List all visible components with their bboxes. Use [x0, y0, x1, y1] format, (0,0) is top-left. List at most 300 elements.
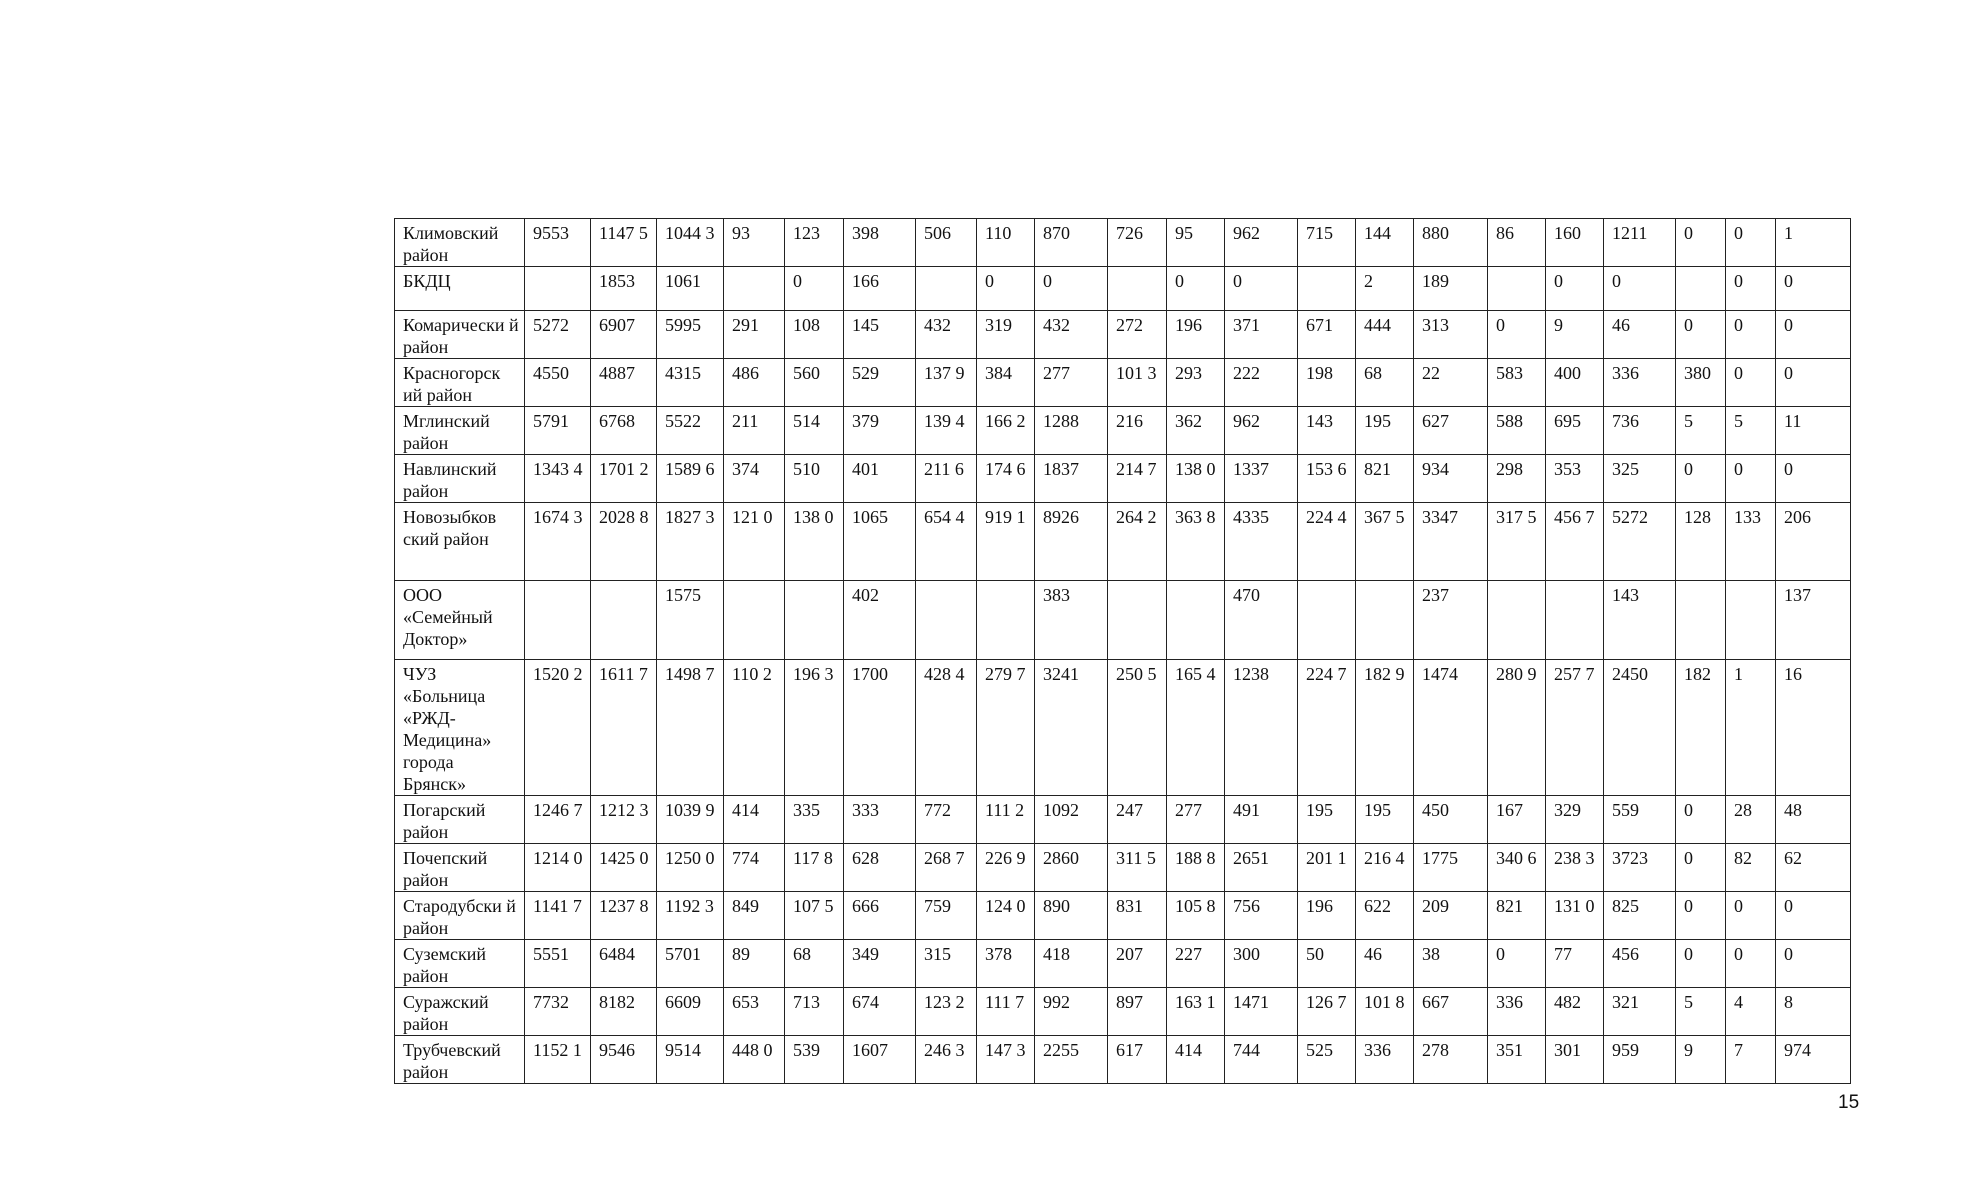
value-cell: 890: [1035, 892, 1108, 940]
value-cell: 250 5: [1108, 660, 1167, 796]
value-cell: 238 3: [1546, 844, 1604, 892]
value-cell: 6609: [657, 988, 724, 1036]
row-label-cell: Трубчевский район: [395, 1036, 525, 1084]
value-cell: 1498 7: [657, 660, 724, 796]
value-cell: 583: [1488, 359, 1546, 407]
row-label-cell: Погарский район: [395, 796, 525, 844]
value-cell: 456: [1604, 940, 1676, 988]
value-cell: 622: [1356, 892, 1414, 940]
value-cell: 46: [1604, 311, 1676, 359]
value-cell: 278: [1414, 1036, 1488, 1084]
value-cell: 1237 8: [591, 892, 657, 940]
value-cell: 0: [1676, 940, 1726, 988]
value-cell: 5522: [657, 407, 724, 455]
row-label-cell: ООО «Семейный Доктор»: [395, 581, 525, 660]
value-cell: 897: [1108, 988, 1167, 1036]
value-cell: 450: [1414, 796, 1488, 844]
value-cell: 713: [785, 988, 844, 1036]
value-cell: 279 7: [977, 660, 1035, 796]
value-cell: 182 9: [1356, 660, 1414, 796]
value-cell: 9546: [591, 1036, 657, 1084]
value-cell: 246 3: [916, 1036, 977, 1084]
value-cell: 0: [1776, 455, 1851, 503]
value-cell: 1065: [844, 503, 916, 581]
value-cell: 48: [1776, 796, 1851, 844]
value-cell: 934: [1414, 455, 1488, 503]
table-row: [395, 581, 1851, 660]
value-cell: 529: [844, 359, 916, 407]
value-cell: 5551: [525, 940, 591, 988]
value-cell: 0: [1776, 267, 1851, 311]
value-cell: [1108, 267, 1167, 311]
value-cell: 124 0: [977, 892, 1035, 940]
value-cell: 131 0: [1546, 892, 1604, 940]
value-cell: 5: [1676, 988, 1726, 1036]
value-cell: 1827 3: [657, 503, 724, 581]
value-cell: 9514: [657, 1036, 724, 1084]
value-cell: 4887: [591, 359, 657, 407]
value-cell: 2255: [1035, 1036, 1108, 1084]
value-cell: 1425 0: [591, 844, 657, 892]
value-cell: 121 0: [724, 503, 785, 581]
value-cell: 301: [1546, 1036, 1604, 1084]
value-cell: 7732: [525, 988, 591, 1036]
value-cell: 0: [1676, 796, 1726, 844]
value-cell: [525, 267, 591, 311]
value-cell: 216 4: [1356, 844, 1414, 892]
value-cell: 726: [1108, 219, 1167, 267]
value-cell: 5: [1676, 407, 1726, 455]
value-cell: 371: [1225, 311, 1298, 359]
value-cell: 5: [1726, 407, 1776, 455]
value-cell: 1471: [1225, 988, 1298, 1036]
value-cell: 1611 7: [591, 660, 657, 796]
value-cell: 123 2: [916, 988, 977, 1036]
value-cell: 137: [1776, 581, 1851, 660]
value-cell: 143: [1604, 581, 1676, 660]
table-row: [395, 267, 1851, 311]
value-cell: 418: [1035, 940, 1108, 988]
value-cell: 0: [977, 267, 1035, 311]
value-cell: 4335: [1225, 503, 1298, 581]
value-cell: 627: [1414, 407, 1488, 455]
value-cell: 870: [1035, 219, 1108, 267]
value-cell: 456 7: [1546, 503, 1604, 581]
value-cell: 206: [1776, 503, 1851, 581]
value-cell: 384: [977, 359, 1035, 407]
value-cell: 16: [1776, 660, 1851, 796]
value-cell: 277: [1035, 359, 1108, 407]
value-cell: 1211: [1604, 219, 1676, 267]
table-row: [395, 219, 1851, 267]
value-cell: 351: [1488, 1036, 1546, 1084]
value-cell: 992: [1035, 988, 1108, 1036]
value-cell: 0: [1726, 940, 1776, 988]
value-cell: 5701: [657, 940, 724, 988]
value-cell: 77: [1546, 940, 1604, 988]
value-cell: 8: [1776, 988, 1851, 1036]
value-cell: 919 1: [977, 503, 1035, 581]
value-cell: 1775: [1414, 844, 1488, 892]
value-cell: 0: [1488, 940, 1546, 988]
value-cell: 139 4: [916, 407, 977, 455]
value-cell: 1: [1776, 219, 1851, 267]
data-table: [394, 218, 1851, 1084]
value-cell: 1520 2: [525, 660, 591, 796]
value-cell: 774: [724, 844, 785, 892]
value-cell: 1192 3: [657, 892, 724, 940]
value-cell: 470: [1225, 581, 1298, 660]
value-cell: 1674 3: [525, 503, 591, 581]
value-cell: 0: [1726, 359, 1776, 407]
value-cell: 5272: [525, 311, 591, 359]
table-row: [395, 1036, 1851, 1084]
value-cell: 0: [1676, 219, 1726, 267]
value-cell: 137 9: [916, 359, 977, 407]
value-cell: 340 6: [1488, 844, 1546, 892]
value-cell: 1147 5: [591, 219, 657, 267]
value-cell: 325: [1604, 455, 1676, 503]
value-cell: 2450: [1604, 660, 1676, 796]
value-cell: 9: [1546, 311, 1604, 359]
value-cell: [1488, 267, 1546, 311]
value-cell: 0: [1726, 892, 1776, 940]
value-cell: 1337: [1225, 455, 1298, 503]
value-cell: [591, 581, 657, 660]
value-cell: 93: [724, 219, 785, 267]
value-cell: 8926: [1035, 503, 1108, 581]
value-cell: 0: [1776, 892, 1851, 940]
value-cell: 153 6: [1298, 455, 1356, 503]
value-cell: [1488, 581, 1546, 660]
value-cell: 264 2: [1108, 503, 1167, 581]
value-cell: 0: [785, 267, 844, 311]
value-cell: 825: [1604, 892, 1676, 940]
value-cell: 1092: [1035, 796, 1108, 844]
value-cell: 3347: [1414, 503, 1488, 581]
value-cell: 46: [1356, 940, 1414, 988]
value-cell: 189: [1414, 267, 1488, 311]
value-cell: [916, 267, 977, 311]
value-cell: 510: [785, 455, 844, 503]
value-cell: 214 7: [1108, 455, 1167, 503]
value-cell: 821: [1488, 892, 1546, 940]
value-cell: 379: [844, 407, 916, 455]
row-label-cell: Красногорск ий район: [395, 359, 525, 407]
value-cell: 362: [1167, 407, 1225, 455]
value-cell: 167: [1488, 796, 1546, 844]
value-cell: 138 0: [1167, 455, 1225, 503]
value-cell: 207: [1108, 940, 1167, 988]
table-row: [395, 844, 1851, 892]
value-cell: 216: [1108, 407, 1167, 455]
value-cell: 4: [1726, 988, 1776, 1036]
value-cell: 383: [1035, 581, 1108, 660]
value-cell: 1152 1: [525, 1036, 591, 1084]
value-cell: 107 5: [785, 892, 844, 940]
value-cell: 68: [785, 940, 844, 988]
value-cell: 1853: [591, 267, 657, 311]
value-cell: 0: [1604, 267, 1676, 311]
value-cell: 1837: [1035, 455, 1108, 503]
value-cell: 414: [1167, 1036, 1225, 1084]
table-row: [395, 359, 1851, 407]
value-cell: 224 7: [1298, 660, 1356, 796]
value-cell: 95: [1167, 219, 1225, 267]
value-cell: 2860: [1035, 844, 1108, 892]
value-cell: 772: [916, 796, 977, 844]
value-cell: 1701 2: [591, 455, 657, 503]
value-cell: 401: [844, 455, 916, 503]
value-cell: 1474: [1414, 660, 1488, 796]
data-table-container: [394, 218, 1851, 1084]
value-cell: 0: [1726, 219, 1776, 267]
value-cell: 298: [1488, 455, 1546, 503]
value-cell: 653: [724, 988, 785, 1036]
value-cell: 1589 6: [657, 455, 724, 503]
value-cell: [916, 581, 977, 660]
value-cell: 428 4: [916, 660, 977, 796]
value-cell: 2651: [1225, 844, 1298, 892]
row-label-cell: Новозыбков ский район: [395, 503, 525, 581]
value-cell: 311 5: [1108, 844, 1167, 892]
value-cell: 0: [1676, 311, 1726, 359]
value-cell: 0: [1035, 267, 1108, 311]
value-cell: 38: [1414, 940, 1488, 988]
value-cell: 2: [1356, 267, 1414, 311]
value-cell: [1726, 581, 1776, 660]
value-cell: 315: [916, 940, 977, 988]
value-cell: 0: [1776, 940, 1851, 988]
value-cell: 7: [1726, 1036, 1776, 1084]
value-cell: 195: [1356, 796, 1414, 844]
table-row: [395, 503, 1851, 581]
value-cell: 2028 8: [591, 503, 657, 581]
value-cell: 198: [1298, 359, 1356, 407]
value-cell: 300: [1225, 940, 1298, 988]
value-cell: 9: [1676, 1036, 1726, 1084]
value-cell: 1700: [844, 660, 916, 796]
value-cell: 28: [1726, 796, 1776, 844]
table-row: [395, 455, 1851, 503]
value-cell: 0: [1776, 359, 1851, 407]
row-label-cell: Стародубски й район: [395, 892, 525, 940]
value-cell: [1676, 267, 1726, 311]
value-cell: [1298, 267, 1356, 311]
value-cell: 101 3: [1108, 359, 1167, 407]
value-cell: 317 5: [1488, 503, 1546, 581]
value-cell: 0: [1546, 267, 1604, 311]
value-cell: 0: [1676, 844, 1726, 892]
value-cell: 333: [844, 796, 916, 844]
value-cell: 374: [724, 455, 785, 503]
value-cell: 1061: [657, 267, 724, 311]
value-cell: [525, 581, 591, 660]
value-cell: 363 8: [1167, 503, 1225, 581]
value-cell: 1: [1726, 660, 1776, 796]
table-row: [395, 940, 1851, 988]
value-cell: 293: [1167, 359, 1225, 407]
value-cell: 182: [1676, 660, 1726, 796]
value-cell: 0: [1488, 311, 1546, 359]
value-cell: 0: [1726, 267, 1776, 311]
value-cell: 6907: [591, 311, 657, 359]
table-row: [395, 407, 1851, 455]
value-cell: 3723: [1604, 844, 1676, 892]
value-cell: 166: [844, 267, 916, 311]
value-cell: 336: [1604, 359, 1676, 407]
value-cell: 50: [1298, 940, 1356, 988]
row-label-cell: Суземский район: [395, 940, 525, 988]
value-cell: 9553: [525, 219, 591, 267]
value-cell: 86: [1488, 219, 1546, 267]
value-cell: 744: [1225, 1036, 1298, 1084]
value-cell: 4550: [525, 359, 591, 407]
value-cell: 514: [785, 407, 844, 455]
value-cell: 68: [1356, 359, 1414, 407]
value-cell: 101 8: [1356, 988, 1414, 1036]
value-cell: [724, 267, 785, 311]
value-cell: 8182: [591, 988, 657, 1036]
value-cell: 715: [1298, 219, 1356, 267]
value-cell: 117 8: [785, 844, 844, 892]
value-cell: 227: [1167, 940, 1225, 988]
value-cell: 588: [1488, 407, 1546, 455]
value-cell: 126 7: [1298, 988, 1356, 1036]
value-cell: 111 2: [977, 796, 1035, 844]
value-cell: 211: [724, 407, 785, 455]
value-cell: 147 3: [977, 1036, 1035, 1084]
value-cell: 4315: [657, 359, 724, 407]
value-cell: 349: [844, 940, 916, 988]
value-cell: 1238: [1225, 660, 1298, 796]
row-label-cell: Мглинский район: [395, 407, 525, 455]
table-row: [395, 988, 1851, 1036]
value-cell: 222: [1225, 359, 1298, 407]
value-cell: 11: [1776, 407, 1851, 455]
row-label-cell: Комарически й район: [395, 311, 525, 359]
value-cell: 319: [977, 311, 1035, 359]
value-cell: 628: [844, 844, 916, 892]
value-cell: [1108, 581, 1167, 660]
value-cell: 486: [724, 359, 785, 407]
value-cell: 506: [916, 219, 977, 267]
value-cell: 123: [785, 219, 844, 267]
value-cell: 525: [1298, 1036, 1356, 1084]
value-cell: 1607: [844, 1036, 916, 1084]
value-cell: 110: [977, 219, 1035, 267]
value-cell: 145: [844, 311, 916, 359]
value-cell: 1250 0: [657, 844, 724, 892]
value-cell: 313: [1414, 311, 1488, 359]
value-cell: 1214 0: [525, 844, 591, 892]
value-cell: 247: [1108, 796, 1167, 844]
value-cell: 831: [1108, 892, 1167, 940]
value-cell: 257 7: [1546, 660, 1604, 796]
value-cell: 195: [1298, 796, 1356, 844]
value-cell: 174 6: [977, 455, 1035, 503]
value-cell: 1044 3: [657, 219, 724, 267]
value-cell: 3241: [1035, 660, 1108, 796]
value-cell: 196 3: [785, 660, 844, 796]
page-number: 15: [1838, 1092, 1860, 1113]
value-cell: 62: [1776, 844, 1851, 892]
value-cell: 1212 3: [591, 796, 657, 844]
value-cell: 268 7: [916, 844, 977, 892]
value-cell: [1356, 581, 1414, 660]
value-cell: 196: [1167, 311, 1225, 359]
value-cell: 1575: [657, 581, 724, 660]
value-cell: 110 2: [724, 660, 785, 796]
value-cell: 849: [724, 892, 785, 940]
row-label-cell: Суражский район: [395, 988, 525, 1036]
value-cell: 144: [1356, 219, 1414, 267]
value-cell: 329: [1546, 796, 1604, 844]
value-cell: 166 2: [977, 407, 1035, 455]
value-cell: 1141 7: [525, 892, 591, 940]
value-cell: 108: [785, 311, 844, 359]
value-cell: 959: [1604, 1036, 1676, 1084]
value-cell: 759: [916, 892, 977, 940]
value-cell: 671: [1298, 311, 1356, 359]
value-cell: 1246 7: [525, 796, 591, 844]
value-cell: 539: [785, 1036, 844, 1084]
table-row: [395, 892, 1851, 940]
value-cell: 482: [1546, 988, 1604, 1036]
value-cell: 195: [1356, 407, 1414, 455]
value-cell: 1343 4: [525, 455, 591, 503]
value-cell: 6768: [591, 407, 657, 455]
value-cell: 224 4: [1298, 503, 1356, 581]
value-cell: 209: [1414, 892, 1488, 940]
row-label-cell: БКДЦ: [395, 267, 525, 311]
value-cell: [1167, 581, 1225, 660]
value-cell: 414: [724, 796, 785, 844]
value-cell: 111 7: [977, 988, 1035, 1036]
value-cell: 5995: [657, 311, 724, 359]
row-label-cell: Почепский район: [395, 844, 525, 892]
value-cell: 272: [1108, 311, 1167, 359]
value-cell: 277: [1167, 796, 1225, 844]
value-cell: [724, 581, 785, 660]
value-cell: 138 0: [785, 503, 844, 581]
value-cell: 880: [1414, 219, 1488, 267]
value-cell: 22: [1414, 359, 1488, 407]
value-cell: 0: [1167, 267, 1225, 311]
value-cell: 0: [1225, 267, 1298, 311]
value-cell: 0: [1776, 311, 1851, 359]
value-cell: 736: [1604, 407, 1676, 455]
value-cell: 6484: [591, 940, 657, 988]
value-cell: [1676, 581, 1726, 660]
value-cell: 962: [1225, 219, 1298, 267]
value-cell: 1039 9: [657, 796, 724, 844]
value-cell: 432: [916, 311, 977, 359]
value-cell: 756: [1225, 892, 1298, 940]
value-cell: [1546, 581, 1604, 660]
value-cell: 378: [977, 940, 1035, 988]
value-cell: 143: [1298, 407, 1356, 455]
value-cell: 5272: [1604, 503, 1676, 581]
value-cell: 674: [844, 988, 916, 1036]
row-label-cell: Навлинский район: [395, 455, 525, 503]
value-cell: 188 8: [1167, 844, 1225, 892]
value-cell: 0: [1726, 455, 1776, 503]
value-cell: 226 9: [977, 844, 1035, 892]
row-label-cell: ЧУЗ «Больница «РЖД-Медицина» города Брянск»: [395, 660, 525, 796]
table-row: [395, 796, 1851, 844]
value-cell: 211 6: [916, 455, 977, 503]
